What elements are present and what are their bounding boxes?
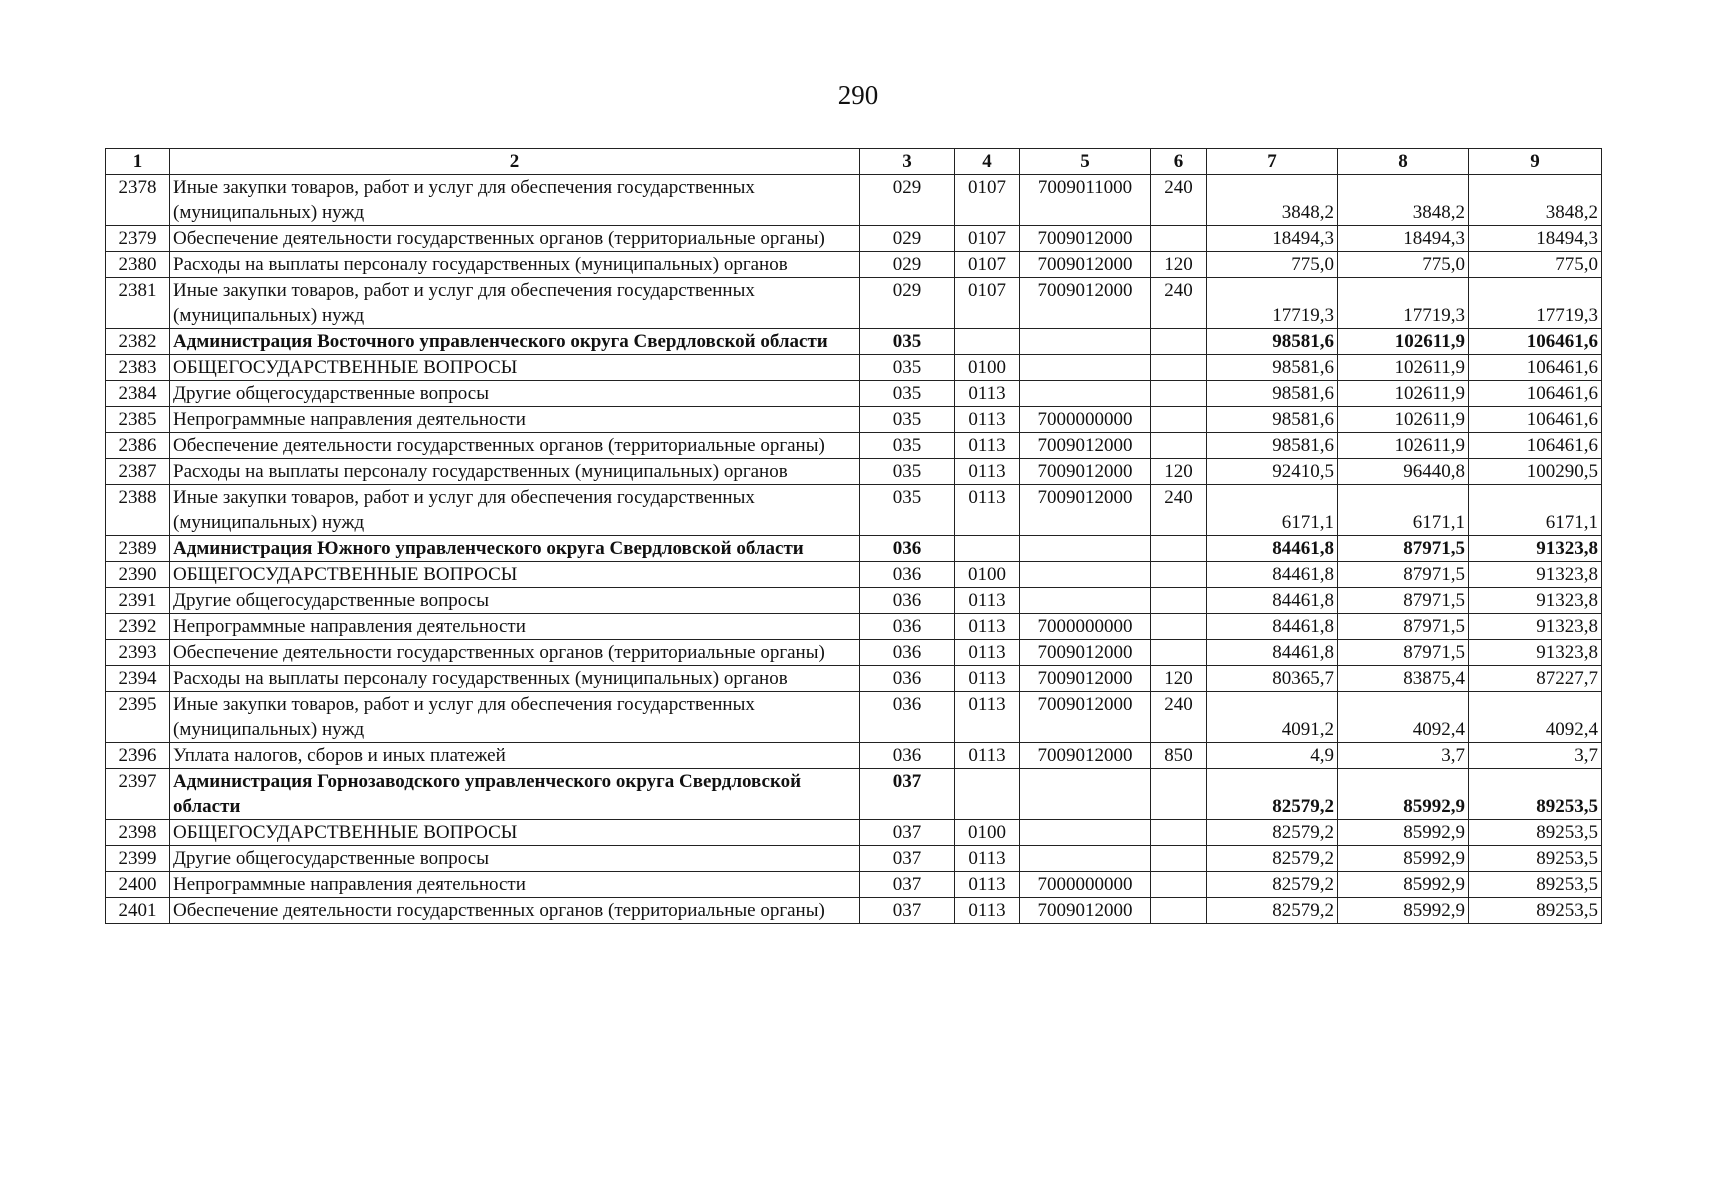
expense-type-code — [1151, 898, 1207, 924]
amount-year-1: 98581,6 — [1207, 329, 1338, 355]
amount-year-2: 87971,5 — [1338, 640, 1469, 666]
row-name: Администрация Восточного управленческого округа Свердловской области — [170, 329, 860, 355]
row-number: 2401 — [106, 898, 170, 924]
amount-year-1: 4,9 — [1207, 743, 1338, 769]
row-name: Другие общегосударственные вопросы — [170, 588, 860, 614]
amount-year-3: 91323,8 — [1469, 562, 1602, 588]
table-row — [106, 562, 1602, 588]
row-number: 2383 — [106, 355, 170, 381]
amount-year-1: 98581,6 — [1207, 381, 1338, 407]
target-code: 7000000000 — [1020, 614, 1151, 640]
section-code: 0107 — [955, 278, 1020, 329]
section-code: 0113 — [955, 614, 1020, 640]
row-number: 2397 — [106, 769, 170, 820]
row-number: 2384 — [106, 381, 170, 407]
amount-year-1: 3848,2 — [1207, 175, 1338, 226]
row-number: 2385 — [106, 407, 170, 433]
column-header: 2 — [170, 149, 860, 175]
admin-code: 036 — [860, 692, 955, 743]
expense-type-code — [1151, 769, 1207, 820]
section-code: 0113 — [955, 433, 1020, 459]
amount-year-1: 98581,6 — [1207, 433, 1338, 459]
amount-year-3: 3,7 — [1469, 743, 1602, 769]
admin-code: 035 — [860, 485, 955, 536]
target-code — [1020, 846, 1151, 872]
table-row — [106, 820, 1602, 846]
amount-year-2: 87971,5 — [1338, 614, 1469, 640]
amount-year-1: 84461,8 — [1207, 562, 1338, 588]
amount-year-1: 82579,2 — [1207, 820, 1338, 846]
target-code: 7009012000 — [1020, 278, 1151, 329]
section-code: 0113 — [955, 846, 1020, 872]
budget-table — [105, 148, 1602, 924]
expense-type-code: 240 — [1151, 278, 1207, 329]
row-number: 2387 — [106, 459, 170, 485]
amount-year-2: 85992,9 — [1338, 846, 1469, 872]
section-code: 0113 — [955, 692, 1020, 743]
table-row — [106, 743, 1602, 769]
amount-year-1: 82579,2 — [1207, 769, 1338, 820]
expense-type-code — [1151, 562, 1207, 588]
amount-year-3: 100290,5 — [1469, 459, 1602, 485]
column-header: 6 — [1151, 149, 1207, 175]
target-code: 7000000000 — [1020, 872, 1151, 898]
admin-code: 035 — [860, 459, 955, 485]
amount-year-3: 91323,8 — [1469, 640, 1602, 666]
row-name: Расходы на выплаты персоналу государственных (муниципальных) органов — [170, 252, 860, 278]
expense-type-code: 240 — [1151, 692, 1207, 743]
admin-code: 035 — [860, 407, 955, 433]
amount-year-1: 84461,8 — [1207, 536, 1338, 562]
row-number: 2400 — [106, 872, 170, 898]
amount-year-2: 85992,9 — [1338, 820, 1469, 846]
admin-code: 037 — [860, 872, 955, 898]
amount-year-2: 775,0 — [1338, 252, 1469, 278]
row-name: Обеспечение деятельности государственных органов (территориальные органы) — [170, 226, 860, 252]
amount-year-3: 18494,3 — [1469, 226, 1602, 252]
column-header: 9 — [1469, 149, 1602, 175]
section-code: 0113 — [955, 485, 1020, 536]
row-name: Непрограммные направления деятельности — [170, 614, 860, 640]
expense-type-code: 850 — [1151, 743, 1207, 769]
row-number: 2379 — [106, 226, 170, 252]
section-code — [955, 769, 1020, 820]
table-row — [106, 226, 1602, 252]
column-header: 1 — [106, 149, 170, 175]
table-row — [106, 485, 1602, 536]
row-name: Другие общегосударственные вопросы — [170, 381, 860, 407]
admin-code: 036 — [860, 562, 955, 588]
row-number: 2394 — [106, 666, 170, 692]
row-name: ОБЩЕГОСУДАРСТВЕННЫЕ ВОПРОСЫ — [170, 820, 860, 846]
table-row — [106, 407, 1602, 433]
table-row — [106, 692, 1602, 743]
target-code: 7009012000 — [1020, 252, 1151, 278]
amount-year-2: 102611,9 — [1338, 407, 1469, 433]
amount-year-2: 85992,9 — [1338, 872, 1469, 898]
amount-year-1: 84461,8 — [1207, 640, 1338, 666]
table-row — [106, 329, 1602, 355]
amount-year-2: 87971,5 — [1338, 536, 1469, 562]
table-row — [106, 355, 1602, 381]
row-number: 2382 — [106, 329, 170, 355]
row-name: Администрация Южного управленческого округа Свердловской области — [170, 536, 860, 562]
row-number: 2380 — [106, 252, 170, 278]
row-name: Расходы на выплаты персоналу государственных (муниципальных) органов — [170, 666, 860, 692]
table-row — [106, 175, 1602, 226]
amount-year-2: 3848,2 — [1338, 175, 1469, 226]
admin-code: 037 — [860, 820, 955, 846]
column-header: 5 — [1020, 149, 1151, 175]
target-code — [1020, 536, 1151, 562]
row-number: 2389 — [106, 536, 170, 562]
expense-type-code — [1151, 355, 1207, 381]
expense-type-code — [1151, 329, 1207, 355]
row-name: Иные закупки товаров, работ и услуг для обеспечения государственных (муниципальных) нужд — [170, 485, 860, 536]
amount-year-2: 96440,8 — [1338, 459, 1469, 485]
section-code: 0113 — [955, 407, 1020, 433]
target-code: 7009012000 — [1020, 226, 1151, 252]
row-name: ОБЩЕГОСУДАРСТВЕННЫЕ ВОПРОСЫ — [170, 562, 860, 588]
target-code — [1020, 562, 1151, 588]
target-code — [1020, 820, 1151, 846]
amount-year-1: 775,0 — [1207, 252, 1338, 278]
section-code: 0107 — [955, 175, 1020, 226]
row-number: 2386 — [106, 433, 170, 459]
target-code: 7009012000 — [1020, 640, 1151, 666]
section-code — [955, 329, 1020, 355]
amount-year-2: 102611,9 — [1338, 329, 1469, 355]
amount-year-1: 84461,8 — [1207, 614, 1338, 640]
row-number: 2398 — [106, 820, 170, 846]
section-code: 0113 — [955, 666, 1020, 692]
target-code: 7009011000 — [1020, 175, 1151, 226]
row-name: Непрограммные направления деятельности — [170, 407, 860, 433]
row-number: 2390 — [106, 562, 170, 588]
amount-year-1: 98581,6 — [1207, 355, 1338, 381]
admin-code: 037 — [860, 769, 955, 820]
amount-year-3: 3848,2 — [1469, 175, 1602, 226]
amount-year-1: 82579,2 — [1207, 846, 1338, 872]
amount-year-3: 89253,5 — [1469, 846, 1602, 872]
amount-year-1: 82579,2 — [1207, 872, 1338, 898]
expense-type-code — [1151, 433, 1207, 459]
admin-code: 029 — [860, 226, 955, 252]
target-code — [1020, 329, 1151, 355]
amount-year-2: 87971,5 — [1338, 588, 1469, 614]
table-row — [106, 381, 1602, 407]
admin-code: 036 — [860, 588, 955, 614]
amount-year-2: 102611,9 — [1338, 381, 1469, 407]
admin-code: 029 — [860, 252, 955, 278]
amount-year-3: 89253,5 — [1469, 769, 1602, 820]
expense-type-code: 240 — [1151, 175, 1207, 226]
row-number: 2391 — [106, 588, 170, 614]
row-name: Уплата налогов, сборов и иных платежей — [170, 743, 860, 769]
target-code — [1020, 588, 1151, 614]
section-code: 0113 — [955, 640, 1020, 666]
table-row — [106, 898, 1602, 924]
section-code: 0107 — [955, 226, 1020, 252]
section-code: 0107 — [955, 252, 1020, 278]
row-number: 2395 — [106, 692, 170, 743]
amount-year-3: 106461,6 — [1469, 407, 1602, 433]
amount-year-1: 80365,7 — [1207, 666, 1338, 692]
expense-type-code: 120 — [1151, 252, 1207, 278]
expense-type-code: 240 — [1151, 485, 1207, 536]
section-code: 0113 — [955, 588, 1020, 614]
admin-code: 029 — [860, 278, 955, 329]
amount-year-3: 106461,6 — [1469, 355, 1602, 381]
row-name: Обеспечение деятельности государственных органов (территориальные органы) — [170, 433, 860, 459]
amount-year-3: 89253,5 — [1469, 820, 1602, 846]
section-code: 0113 — [955, 872, 1020, 898]
table-row — [106, 252, 1602, 278]
expense-type-code — [1151, 226, 1207, 252]
amount-year-1: 98581,6 — [1207, 407, 1338, 433]
row-number: 2388 — [106, 485, 170, 536]
table-row — [106, 536, 1602, 562]
expense-type-code — [1151, 407, 1207, 433]
table-body — [106, 175, 1602, 924]
amount-year-1: 84461,8 — [1207, 588, 1338, 614]
table-row — [106, 433, 1602, 459]
section-code: 0100 — [955, 355, 1020, 381]
table-row — [106, 459, 1602, 485]
amount-year-2: 85992,9 — [1338, 769, 1469, 820]
row-name: Обеспечение деятельности государственных органов (территориальные органы) — [170, 640, 860, 666]
amount-year-3: 91323,8 — [1469, 614, 1602, 640]
expense-type-code: 120 — [1151, 666, 1207, 692]
amount-year-2: 17719,3 — [1338, 278, 1469, 329]
expense-type-code — [1151, 614, 1207, 640]
column-header: 3 — [860, 149, 955, 175]
amount-year-2: 83875,4 — [1338, 666, 1469, 692]
table-row — [106, 872, 1602, 898]
amount-year-2: 6171,1 — [1338, 485, 1469, 536]
row-name: Администрация Горнозаводского управленческого округа Свердловской области — [170, 769, 860, 820]
admin-code: 036 — [860, 640, 955, 666]
section-code: 0113 — [955, 898, 1020, 924]
amount-year-1: 4091,2 — [1207, 692, 1338, 743]
target-code: 7009012000 — [1020, 459, 1151, 485]
admin-code: 037 — [860, 898, 955, 924]
table-row — [106, 769, 1602, 820]
amount-year-1: 92410,5 — [1207, 459, 1338, 485]
admin-code: 036 — [860, 614, 955, 640]
amount-year-2: 102611,9 — [1338, 433, 1469, 459]
amount-year-3: 89253,5 — [1469, 872, 1602, 898]
expense-type-code — [1151, 588, 1207, 614]
expense-type-code — [1151, 872, 1207, 898]
column-header: 4 — [955, 149, 1020, 175]
row-number: 2399 — [106, 846, 170, 872]
amount-year-3: 87227,7 — [1469, 666, 1602, 692]
table-row — [106, 640, 1602, 666]
row-name: Иные закупки товаров, работ и услуг для обеспечения государственных (муниципальных) нужд — [170, 692, 860, 743]
amount-year-1: 6171,1 — [1207, 485, 1338, 536]
target-code: 7009012000 — [1020, 692, 1151, 743]
amount-year-3: 17719,3 — [1469, 278, 1602, 329]
amount-year-3: 775,0 — [1469, 252, 1602, 278]
row-number: 2381 — [106, 278, 170, 329]
amount-year-3: 6171,1 — [1469, 485, 1602, 536]
section-code: 0113 — [955, 743, 1020, 769]
target-code: 7009012000 — [1020, 433, 1151, 459]
amount-year-1: 18494,3 — [1207, 226, 1338, 252]
expense-type-code — [1151, 820, 1207, 846]
target-code: 7009012000 — [1020, 743, 1151, 769]
section-code: 0113 — [955, 381, 1020, 407]
row-name: Обеспечение деятельности государственных органов (территориальные органы) — [170, 898, 860, 924]
amount-year-2: 18494,3 — [1338, 226, 1469, 252]
admin-code: 036 — [860, 536, 955, 562]
amount-year-2: 87971,5 — [1338, 562, 1469, 588]
expense-type-code — [1151, 640, 1207, 666]
row-number: 2396 — [106, 743, 170, 769]
amount-year-2: 3,7 — [1338, 743, 1469, 769]
amount-year-2: 102611,9 — [1338, 355, 1469, 381]
row-name: Другие общегосударственные вопросы — [170, 846, 860, 872]
column-header: 7 — [1207, 149, 1338, 175]
amount-year-2: 85992,9 — [1338, 898, 1469, 924]
amount-year-3: 106461,6 — [1469, 381, 1602, 407]
section-code — [955, 536, 1020, 562]
expense-type-code — [1151, 536, 1207, 562]
amount-year-1: 17719,3 — [1207, 278, 1338, 329]
table-row — [106, 588, 1602, 614]
target-code: 7009012000 — [1020, 898, 1151, 924]
page-number: 290 — [837, 80, 879, 110]
row-number: 2393 — [106, 640, 170, 666]
target-code: 7009012000 — [1020, 485, 1151, 536]
amount-year-3: 91323,8 — [1469, 588, 1602, 614]
section-code: 0113 — [955, 459, 1020, 485]
amount-year-3: 106461,6 — [1469, 433, 1602, 459]
table-row — [106, 846, 1602, 872]
target-code: 7000000000 — [1020, 407, 1151, 433]
header-row — [106, 149, 1602, 175]
target-code: 7009012000 — [1020, 666, 1151, 692]
expense-type-code — [1151, 381, 1207, 407]
target-code — [1020, 769, 1151, 820]
table-row — [106, 666, 1602, 692]
expense-type-code — [1151, 846, 1207, 872]
amount-year-3: 106461,6 — [1469, 329, 1602, 355]
admin-code: 036 — [860, 666, 955, 692]
admin-code: 035 — [860, 329, 955, 355]
row-name: Расходы на выплаты персоналу государственных (муниципальных) органов — [170, 459, 860, 485]
target-code — [1020, 381, 1151, 407]
row-name: Непрограммные направления деятельности — [170, 872, 860, 898]
section-code: 0100 — [955, 820, 1020, 846]
row-name: Иные закупки товаров, работ и услуг для обеспечения государственных (муниципальных) нужд — [170, 278, 860, 329]
column-header: 8 — [1338, 149, 1469, 175]
row-name: ОБЩЕГОСУДАРСТВЕННЫЕ ВОПРОСЫ — [170, 355, 860, 381]
row-number: 2378 — [106, 175, 170, 226]
amount-year-1: 82579,2 — [1207, 898, 1338, 924]
admin-code: 035 — [860, 433, 955, 459]
section-code: 0100 — [955, 562, 1020, 588]
amount-year-3: 91323,8 — [1469, 536, 1602, 562]
row-number: 2392 — [106, 614, 170, 640]
table-row — [106, 614, 1602, 640]
admin-code: 036 — [860, 743, 955, 769]
admin-code: 035 — [860, 355, 955, 381]
admin-code: 037 — [860, 846, 955, 872]
amount-year-3: 89253,5 — [1469, 898, 1602, 924]
row-name: Иные закупки товаров, работ и услуг для обеспечения государственных (муниципальных) нужд — [170, 175, 860, 226]
amount-year-3: 4092,4 — [1469, 692, 1602, 743]
admin-code: 035 — [860, 381, 955, 407]
amount-year-2: 4092,4 — [1338, 692, 1469, 743]
table-row — [106, 278, 1602, 329]
expense-type-code: 120 — [1151, 459, 1207, 485]
target-code — [1020, 355, 1151, 381]
admin-code: 029 — [860, 175, 955, 226]
